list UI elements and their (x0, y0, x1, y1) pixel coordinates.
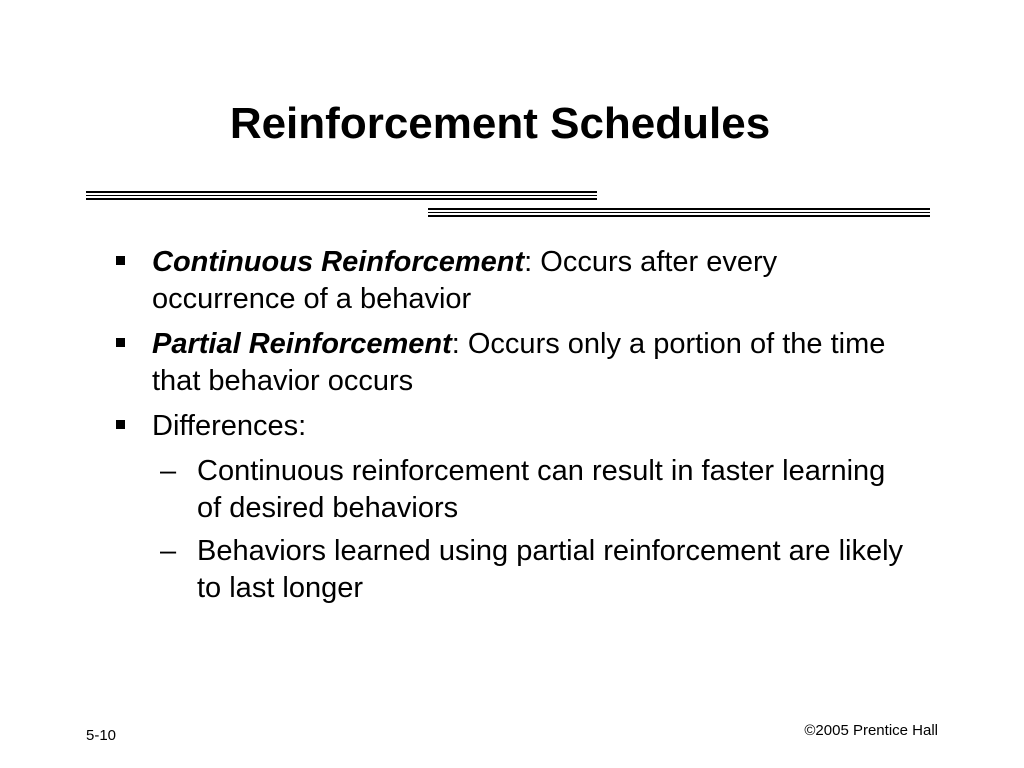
slide-title: Reinforcement Schedules (229, 99, 771, 148)
square-bullet-icon (116, 338, 125, 347)
title-rule-right (428, 208, 930, 218)
dash-bullet-icon: – (160, 455, 177, 487)
bullet-differences (112, 408, 912, 445)
sub-bullet-text: Continuous reinforcement can result in faster learning of desired behaviors (197, 455, 886, 524)
bullet-partial-reinforcement (112, 326, 912, 400)
square-bullet-icon (116, 420, 125, 429)
dash-bullet-icon: – (160, 535, 177, 567)
bullet-term: Continuous Reinforcement (152, 246, 525, 278)
square-bullet-icon (116, 256, 125, 265)
title-rule-left (86, 191, 597, 201)
sub-bullet-continuous (112, 453, 912, 527)
bullet-continuous-reinforcement (112, 244, 912, 318)
bullet-text: : Occurs after every occurrence of a behavior (152, 246, 778, 315)
page-number: 5-10 (86, 727, 117, 744)
bullet-text: : Occurs only a portion of the time that behavior occurs (152, 328, 886, 397)
bullet-term: Partial Reinforcement (152, 328, 452, 360)
copyright-notice: ©2005 Prentice Hall (804, 722, 938, 739)
bullet-text: Differences: (152, 410, 307, 442)
sub-bullet-partial (112, 533, 912, 607)
slide-body (112, 244, 912, 613)
sub-bullet-text: Behaviors learned using partial reinforcement are likely to last longer (197, 535, 904, 604)
